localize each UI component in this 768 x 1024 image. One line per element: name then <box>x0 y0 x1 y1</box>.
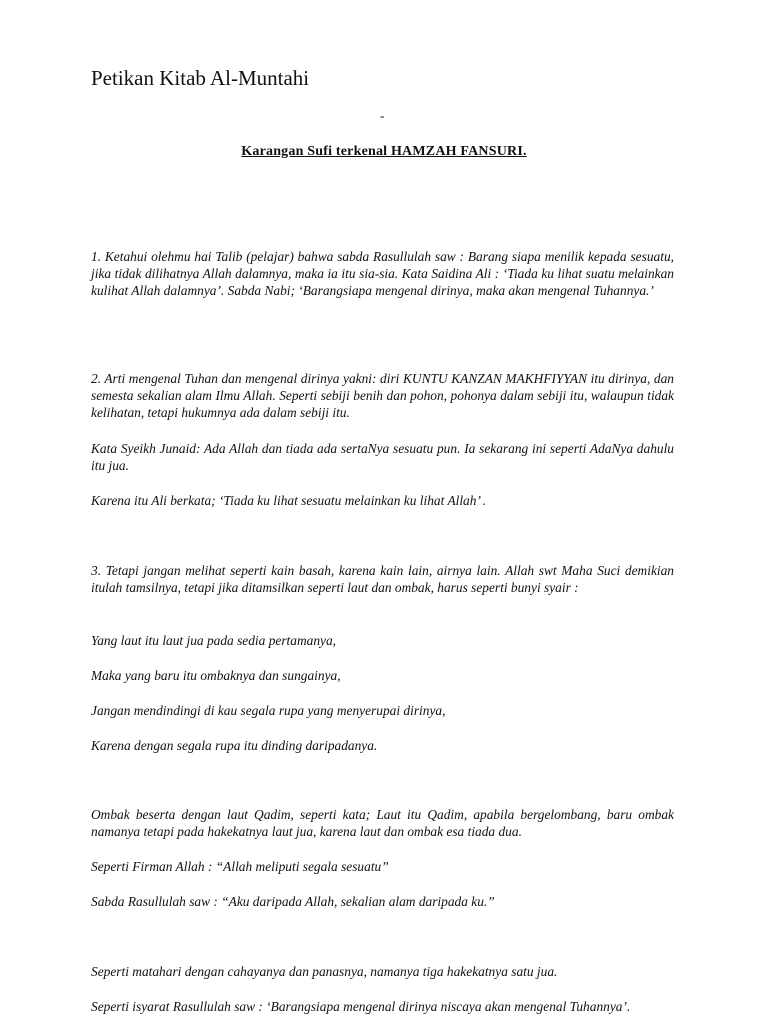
paragraph-4: Karena itu Ali berkata; ‘Tiada ku lihat sesuatu melainkan ku lihat Allah’ . <box>91 493 487 508</box>
document-title: Petikan Kitab Al-Muntahi <box>91 66 310 90</box>
paragraph-9: Seperti matahari dengan cahayanya dan panasnya, namanya tiga hakekatnya satu jua. <box>91 964 558 979</box>
paragraph-6: Ombak beserta dengan laut Qadim, seperti kata; Laut itu Qadim, apabila bergelombang, baru ombak namanya tetapi pada hakekatnya laut jua, karena laut dan ombak esa tiada dua. <box>91 807 674 839</box>
paragraph-1: 1. Ketahui olehmu hai Talib (pelajar) bahwa sabda Rasullulah saw : Barang siapa menilik kepada sesuatu, jika tidak dilihatnya Allah dalamnya, maka ia itu sia-sia. Kata Saidina Ali : ‘Tiada ku lihat suatu melainkan kulihat Allah dalamnya’. Sabda Nabi; ‘Barangsiapa mengenal dirinya, maka akan mengenal Tuhannya.’ <box>91 249 674 298</box>
poem-line-1: Yang laut itu laut jua pada sedia pertamanya, <box>91 633 337 648</box>
paragraph-8: Sabda Rasullulah saw : “Aku daripada Allah, sekalian alam daripada ku.” <box>91 894 495 909</box>
poem-line-2: Maka yang baru itu ombaknya dan sungainya, <box>91 668 341 683</box>
poem-line-4: Karena dengan segala rupa itu dinding daripadanya. <box>91 738 378 753</box>
paragraph-10: Seperti isyarat Rasullulah saw : ‘Barangsiapa mengenal dirinya niscaya akan mengenal Tuhannya’. <box>91 999 631 1014</box>
document-subtitle: Karangan Sufi terkenal HAMZAH FANSURI. <box>241 144 527 159</box>
poem-line-3: Jangan mendindingi di kau segala rupa yang menyerupai dirinya, <box>91 703 446 718</box>
separator-dash: - <box>380 108 385 123</box>
paragraph-5: 3. Tetapi jangan melihat seperti kain basah, karena kain lain, airnya lain. Allah swt Maha Suci demikian itulah tamsilnya, tetapi jika ditamsilkan seperti laut dan ombak, harus seperti bunyi syair : <box>91 563 674 595</box>
paragraph-2: 2. Arti mengenal Tuhan dan mengenal dirinya yakni: diri KUNTU KANZAN MAKHFIYYAN itu dirinya, dan semesta sekalian alam Ilmu Allah. Seperti sebiji benih dan pohon, pohonya dalam sebiji itu, walaupun tidak kelihatan, tetapi hukumnya ada dalam sebiji itu. <box>91 371 674 420</box>
paragraph-7: Seperti Firman Allah : “Allah meliputi segala sesuatu” <box>91 859 389 874</box>
paragraph-3: Kata Syeikh Junaid: Ada Allah dan tiada ada sertaNya sesuatu pun. Ia sekarang ini seperti AdaNya dahulu itu jua. <box>91 441 674 473</box>
